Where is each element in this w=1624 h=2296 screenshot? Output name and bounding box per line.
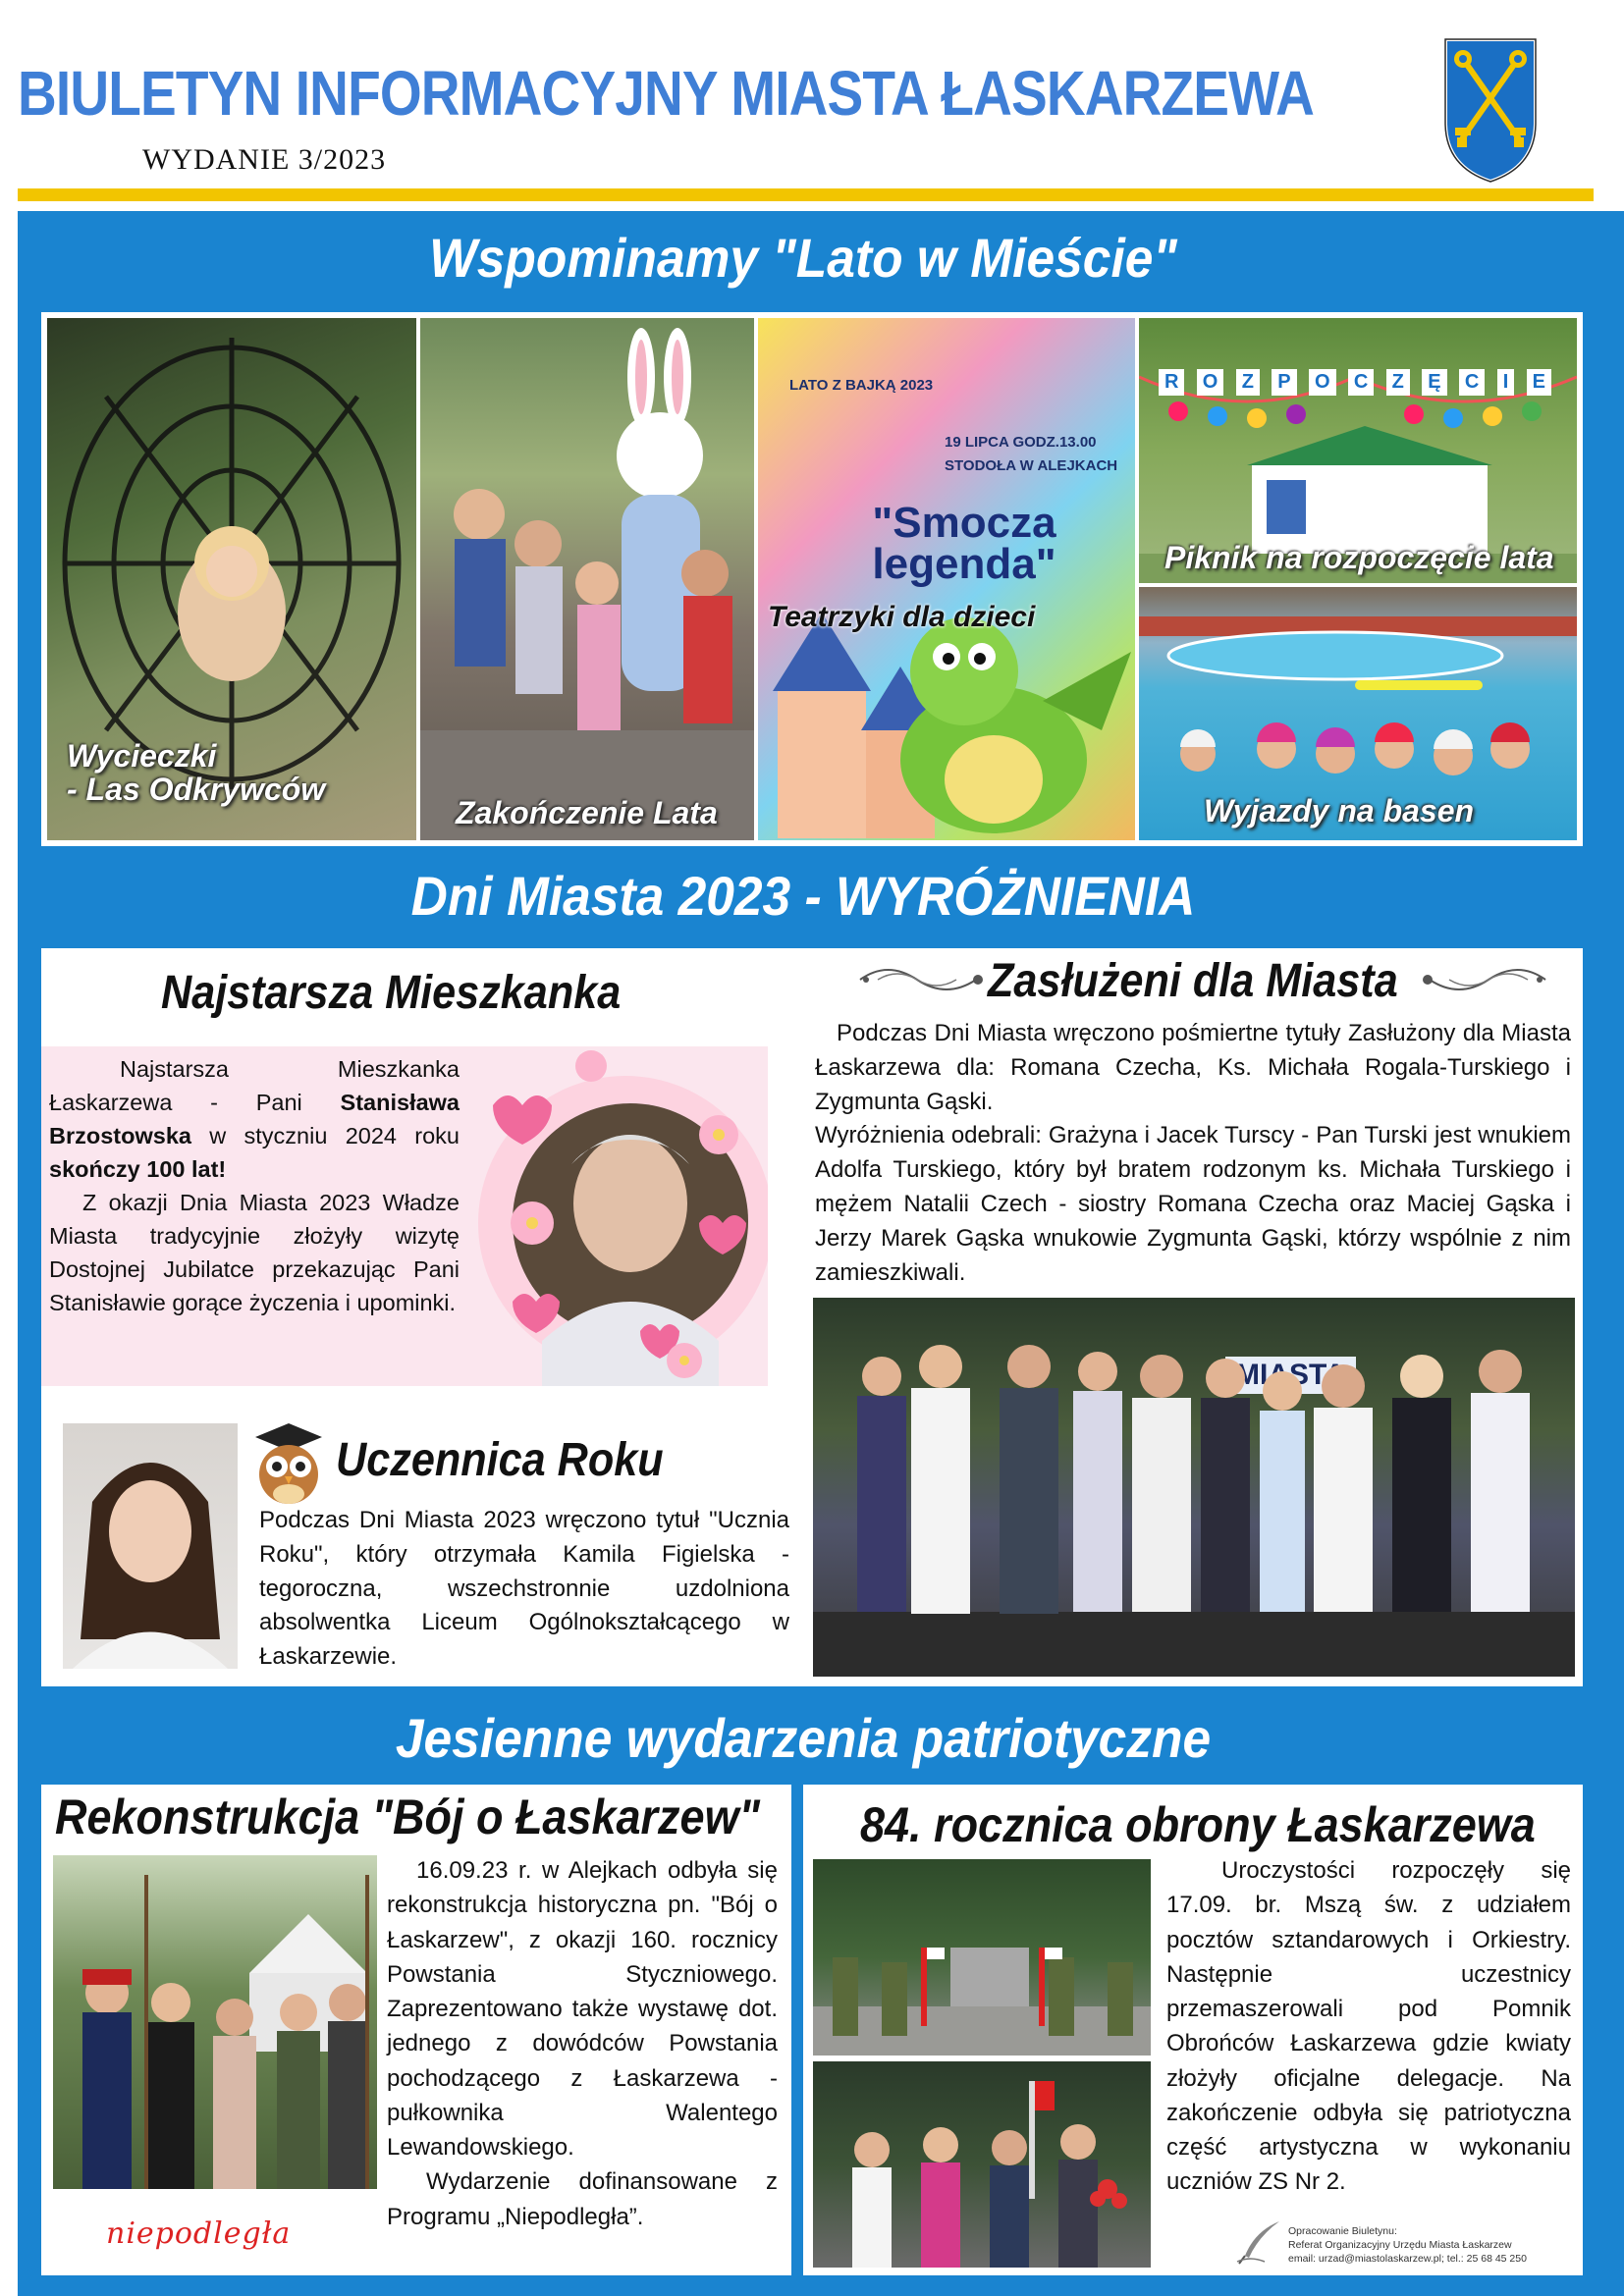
- banner-letter: O: [1197, 369, 1224, 396]
- anniversary-text: [1166, 1853, 1571, 2200]
- picnic-banner: [1159, 369, 1551, 396]
- oldest-resident-title: Najstarsza Mieszkanka: [161, 967, 622, 1019]
- anniversary-title: 84. rocznica obrony Łaskarzewa: [860, 1797, 1536, 1852]
- merit-p1: Podczas Dni Miasta wręczono pośmiertne tytuły Zasłużony dla Miasta Łaskarzewa dla: Romana Czecha, Ks. Michała Rogala-Turskiego i Zygmunta Gąski.: [815, 1020, 1571, 1115]
- oldest-p2: Z okazji Dnia Miasta 2023 Władze Miasta tradycyjnie złożyły wizytę Dostojnej Jubilatce przekazując Pani Stanisławie gorące życzenia i upominki.: [49, 1190, 460, 1316]
- anniversary-photo-1: [813, 1859, 1151, 2056]
- award-group-icon: [813, 1298, 1575, 1677]
- merit-ceremony-photo: [813, 1298, 1575, 1677]
- banner-letter: R: [1159, 369, 1184, 396]
- summer-photo-strip: [41, 312, 1583, 846]
- niepodlegla-logo: niepodległa: [106, 2216, 292, 2251]
- section-heading-summer: Wspominamy "Lato w Mieście": [429, 227, 1177, 289]
- edition-number: WYDANIE 3/2023: [142, 143, 387, 176]
- anniversary-photo-2: [813, 2061, 1151, 2268]
- caption-theatre: Teatrzyki dla dzieci: [768, 601, 1036, 633]
- panel-anniversary: [803, 1785, 1583, 2275]
- poster-title: "Smocza legenda": [872, 499, 1056, 588]
- section-heading-patriotic: Jesienne wydarzenia patriotyczne: [395, 1707, 1212, 1769]
- quill-pen-icon: [1235, 2216, 1284, 2266]
- oldest-p1-c: w styczniu 2024 roku: [190, 1123, 460, 1149]
- oldest-p1-a: Najstarsza Mieszkanka Łaskarzewa - Pani: [49, 1056, 460, 1116]
- memorial-ceremony-icon: [813, 1859, 1151, 2056]
- delegation-flowers-icon: [813, 2061, 1151, 2268]
- ornament-right-icon: [1420, 958, 1547, 1001]
- oldest-resident-text: [49, 1052, 460, 1320]
- banner-letter: Z: [1386, 369, 1410, 396]
- dragon-castle-icon: [758, 318, 1135, 840]
- oldest-resident-name: Stanisława Brzostowska: [49, 1090, 460, 1149]
- student-text: Podczas Dni Miasta 2023 wręczono tytuł "Ucznia Roku", który otrzymała Kamila Figielska - tegoroczna, wszechstronnie uzdolniona absolwentka Liceum Ogólnokształcącego w Łaskarzewie.: [259, 1507, 789, 1671]
- photo-summer-end: [420, 318, 754, 840]
- banner-letter: O: [1309, 369, 1336, 396]
- merit-p2: Wyróżnienia odebrali: Grażyna i Jacek Turscy - Pan Turski jest wnukiem Adolfa Turskiego, który był bratem rodzonym ks. Michała Turskiego i mężem Natalii Czech - siostry Romana Czecha oraz Maciej Gąska i Jerzy Marek Gąska wnukowie Zygmunta Gąski, którzy wspólnie z nim zamieszkiwali.: [815, 1122, 1571, 1286]
- photo-picnic: [1139, 318, 1577, 583]
- banner-letter: I: [1497, 369, 1515, 396]
- reconstruction-photo: [53, 1855, 377, 2189]
- crowd-with-bunny-icon: [420, 318, 754, 840]
- banner-letter: E: [1527, 369, 1551, 396]
- photo-excursion: [47, 318, 416, 840]
- banner-letter: C: [1459, 369, 1485, 396]
- section-heading-city-days: Dni Miasta 2023 - WYRÓŻNIENIA: [410, 865, 1196, 927]
- footer-credits: [1288, 2224, 1583, 2267]
- reconstruction-p1: 16.09.23 r. w Alejkach odbyła się rekonstrukcja historyczna pn. "Bój o Łaskarzew", z okazji 160. rocznicy Powstania Styczniowego. Zaprezentowano także wystawę dot. jednego z dowódców Powstania pochodzącego z Łaskarzewa - pułkownika Walentego Lewandowskiego.: [387, 1857, 778, 2162]
- oldest-resident-photo: [473, 1046, 768, 1386]
- anniversary-p1: Uroczystości rozpoczęły się 17.09. br. Mszą św. z udziałem pocztów sztandarowych i Orkiestry. Następnie uczestnicy przemaszerowali pod Pomnik Obrońców Łaskarzewa gdzie kwiaty złożyły oficjalne delegacje. Na zakończenie odbyła się patriotyczna część artystyczna w wykonaniu uczniów ZS Nr 2.: [1166, 1857, 1571, 2196]
- header: [0, 0, 1624, 211]
- photo-pool: [1139, 587, 1577, 840]
- city-crest-icon: [1441, 29, 1540, 187]
- header-divider: [18, 188, 1594, 201]
- reconstruction-text: [387, 1853, 778, 2234]
- caption-picnic: Piknik na rozpoczęcie lata: [1164, 540, 1554, 575]
- student-title: Uczennica Roku: [336, 1434, 664, 1486]
- caption-summer-end: Zakończenie Lata: [456, 795, 718, 830]
- poster-date: 19 LIPCA GODZ.13.00: [945, 434, 1097, 451]
- banner-letter: Z: [1236, 369, 1260, 396]
- footer-contact: email: urzad@miastolaskarzew.pl; tel.: 25 68 45 250: [1288, 2253, 1527, 2266]
- poster-place: STODOŁA W ALEJKACH: [945, 457, 1118, 474]
- panel-reconstruction: [41, 1785, 791, 2275]
- merit-text: [815, 1017, 1571, 1290]
- caption-excursion: Wycieczki - Las Odkrywców: [67, 738, 326, 807]
- panel-oldest-student: [41, 948, 815, 1686]
- banner-letter: C: [1348, 369, 1374, 396]
- reconstruction-title: Rekonstrukcja "Bój o Łaskarzew": [55, 1789, 760, 1844]
- footer-line-1: Opracowanie Biuletynu:: [1288, 2225, 1397, 2237]
- owl-graduate-icon: [245, 1419, 332, 1508]
- banner-letter: Ę: [1422, 369, 1446, 396]
- flower-wreath-portrait-icon: [473, 1046, 768, 1386]
- reconstruction-p2: Wydarzenie dofinansowane z Programu „Niepodległa”.: [387, 2168, 778, 2230]
- reenactors-icon: [53, 1855, 377, 2189]
- merit-title: Zasłużeni dla Miasta: [988, 955, 1398, 1007]
- banner-letter: P: [1272, 369, 1296, 396]
- student-photo: [63, 1423, 238, 1669]
- oldest-age-highlight: skończy 100 lat!: [49, 1156, 227, 1183]
- bulletin-title: BIULETYN INFORMACYJNY MIASTA ŁASKARZEWA: [18, 58, 1315, 129]
- caption-pool: Wyjazdy na basen: [1204, 793, 1475, 828]
- poster-dragon-legend: [758, 318, 1135, 840]
- ornament-left-icon: [858, 958, 986, 1001]
- panel-merit: [803, 948, 1583, 1686]
- poster-top-label: LATO Z BAJKĄ 2023: [789, 377, 934, 394]
- footer-line-2: Referat Organizacyjny Urzędu Miasta Łaskarzew: [1288, 2239, 1512, 2252]
- student-portrait-icon: [63, 1423, 238, 1669]
